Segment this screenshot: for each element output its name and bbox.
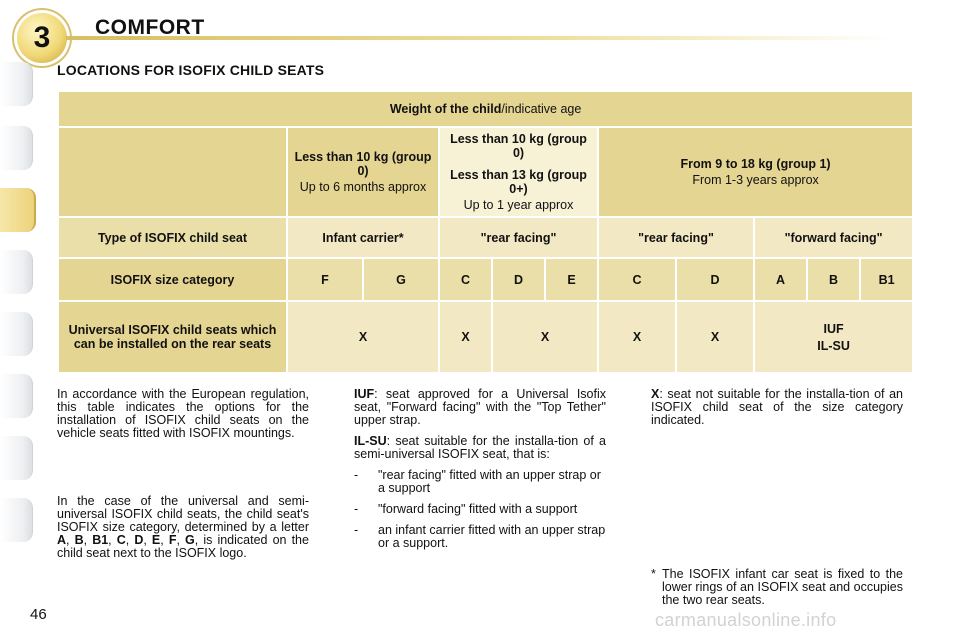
chapter-tab-3-active[interactable]: [0, 188, 36, 232]
text-column-3: [651, 388, 903, 435]
universal-row-label: Universal ISOFIX child seats which can be installed on the rear seats: [59, 302, 286, 372]
text-column-2: [354, 388, 606, 558]
universal-cell: X: [493, 302, 597, 372]
page-number: 46: [30, 606, 47, 623]
x-term: X: [651, 387, 660, 401]
type-cell: "forward facing": [755, 218, 912, 257]
size-letter: F: [168, 533, 177, 547]
iuf-term: IUF: [354, 387, 375, 401]
bullet-text: "forward facing" fitted with a support: [378, 502, 578, 516]
x-def-text: : seat not suitable for the installa-tion of an ISOFIX child seat of the size category indicated.: [651, 387, 903, 427]
footnote-text: The ISOFIX infant car seat is fixed to the lower rings of an ISOFIX seat and occupies the two rear seats.: [662, 567, 903, 607]
type-cell: "rear facing": [599, 218, 753, 257]
x-definition: [651, 388, 903, 427]
size-letter-sep: ,: [66, 533, 75, 547]
list-item: [354, 469, 606, 495]
type-row-label: Type of ISOFIX child seat: [59, 218, 286, 257]
chapter-tabs: [0, 62, 36, 582]
size-cell: G: [364, 259, 438, 300]
size-cell: D: [677, 259, 753, 300]
universal-ilsu: IL-SU: [817, 338, 850, 353]
size-letter-sep: ,: [108, 533, 117, 547]
type-cell: Infant carrier*: [288, 218, 438, 257]
iuf-definition: [354, 388, 606, 427]
group-age: From 1-3 years approx: [692, 173, 819, 187]
group-0-plus-cell: [440, 128, 597, 216]
size-letter: C: [116, 533, 126, 547]
chapter-tab-7[interactable]: [0, 436, 33, 480]
list-item: [354, 503, 606, 516]
ilsu-def-text: : seat suitable for the installa-tion of a semi-universal ISOFIX seat, that is:: [354, 434, 606, 461]
chapter-number-badge: 3: [17, 13, 67, 63]
group-age: Up to 1 year approx: [463, 198, 574, 212]
size-letter: B1: [92, 533, 109, 547]
iuf-def-text: : seat approved for a Universal Isofix seat, "Forward facing" with the "Top Tether" upper strap.: [354, 387, 606, 427]
size-cell: D: [493, 259, 544, 300]
size-letter-sep: ,: [194, 533, 204, 547]
size-letter: D: [134, 533, 144, 547]
text-column-1: [57, 387, 309, 560]
empty-header-cell: [59, 128, 286, 216]
universal-cell: X: [440, 302, 491, 372]
group-title: From 9 to 18 kg (group 1): [680, 157, 831, 171]
ilsu-definition: [354, 435, 606, 461]
size-category-text: In the case of the universal and semi-universal ISOFIX child seats, the child seat's ISOFIX size category, determined by a letter: [57, 494, 309, 534]
chapter-tab-4[interactable]: [0, 250, 33, 294]
bullet-text: an infant carrier fitted with an upper strap or a support.: [378, 523, 606, 550]
size-letter: E: [151, 533, 161, 547]
size-letter: B: [74, 533, 84, 547]
universal-iuf: IUF: [823, 321, 844, 336]
chapter-title: COMFORT: [95, 16, 205, 39]
size-letter: A: [57, 533, 67, 547]
bullet-dash: -: [354, 468, 359, 482]
bullet-dash: -: [354, 523, 359, 537]
chapter-tab-6[interactable]: [0, 374, 33, 418]
size-cell: F: [288, 259, 362, 300]
size-cell: B: [808, 259, 859, 300]
size-cell: E: [546, 259, 597, 300]
chapter-tab-8[interactable]: [0, 498, 33, 542]
ilsu-term: IL-SU: [354, 434, 387, 448]
isofix-locations-table: [57, 90, 914, 374]
size-row-label: ISOFIX size category: [59, 259, 286, 300]
size-cell: A: [755, 259, 806, 300]
chapter-tab-5[interactable]: [0, 312, 33, 356]
type-cell: "rear facing": [440, 218, 597, 257]
size-letter-sep: ,: [176, 533, 186, 547]
universal-cell-iuf: [755, 302, 912, 372]
size-letter-sep: ,: [143, 533, 152, 547]
section-title: LOCATIONS FOR ISOFIX CHILD SEATS: [57, 62, 325, 78]
group-0-cell: [288, 128, 438, 216]
size-cell: C: [440, 259, 491, 300]
watermark: carmanualsonline.info: [655, 610, 837, 630]
group-age: Up to 6 months approx: [299, 180, 427, 194]
size-letter-sep: ,: [83, 533, 93, 547]
chapter-tab-2[interactable]: [0, 126, 33, 170]
chapter-tab-1[interactable]: [0, 62, 33, 106]
weight-header-bold: Weight of the child: [389, 102, 502, 116]
size-cell: B1: [861, 259, 912, 300]
size-category-text-end: is indicated on the child seat next to the ISOFIX logo.: [57, 533, 309, 560]
size-letter-sep: ,: [125, 533, 135, 547]
size-letter: G: [185, 533, 195, 547]
group-title: Less than 10 kg (group 0): [450, 132, 587, 160]
universal-cell: X: [599, 302, 675, 372]
group-title: Less than 10 kg (group 0): [294, 150, 432, 178]
footnote-star: *: [651, 567, 656, 581]
weight-header-cell: [59, 92, 912, 126]
intro-paragraph: In accordance with the European regulation, this table indicates the options for the installation of ISOFIX child seats on the vehicle seats fitted with ISOFIX mountings.: [57, 387, 309, 440]
footnote: [651, 568, 903, 607]
bullet-text: "rear facing" fitted with an upper strap or a support: [378, 468, 601, 495]
list-item: [354, 524, 606, 550]
group-1-cell: [599, 128, 912, 216]
group-title: Less than 13 kg (group 0+): [450, 168, 587, 196]
size-cell: C: [599, 259, 675, 300]
size-letter-sep: ,: [160, 533, 169, 547]
bullet-dash: -: [354, 502, 359, 516]
size-category-paragraph: [57, 495, 309, 560]
weight-header-rest: /indicative age: [501, 102, 582, 116]
universal-cell: X: [288, 302, 438, 372]
universal-cell: X: [677, 302, 753, 372]
